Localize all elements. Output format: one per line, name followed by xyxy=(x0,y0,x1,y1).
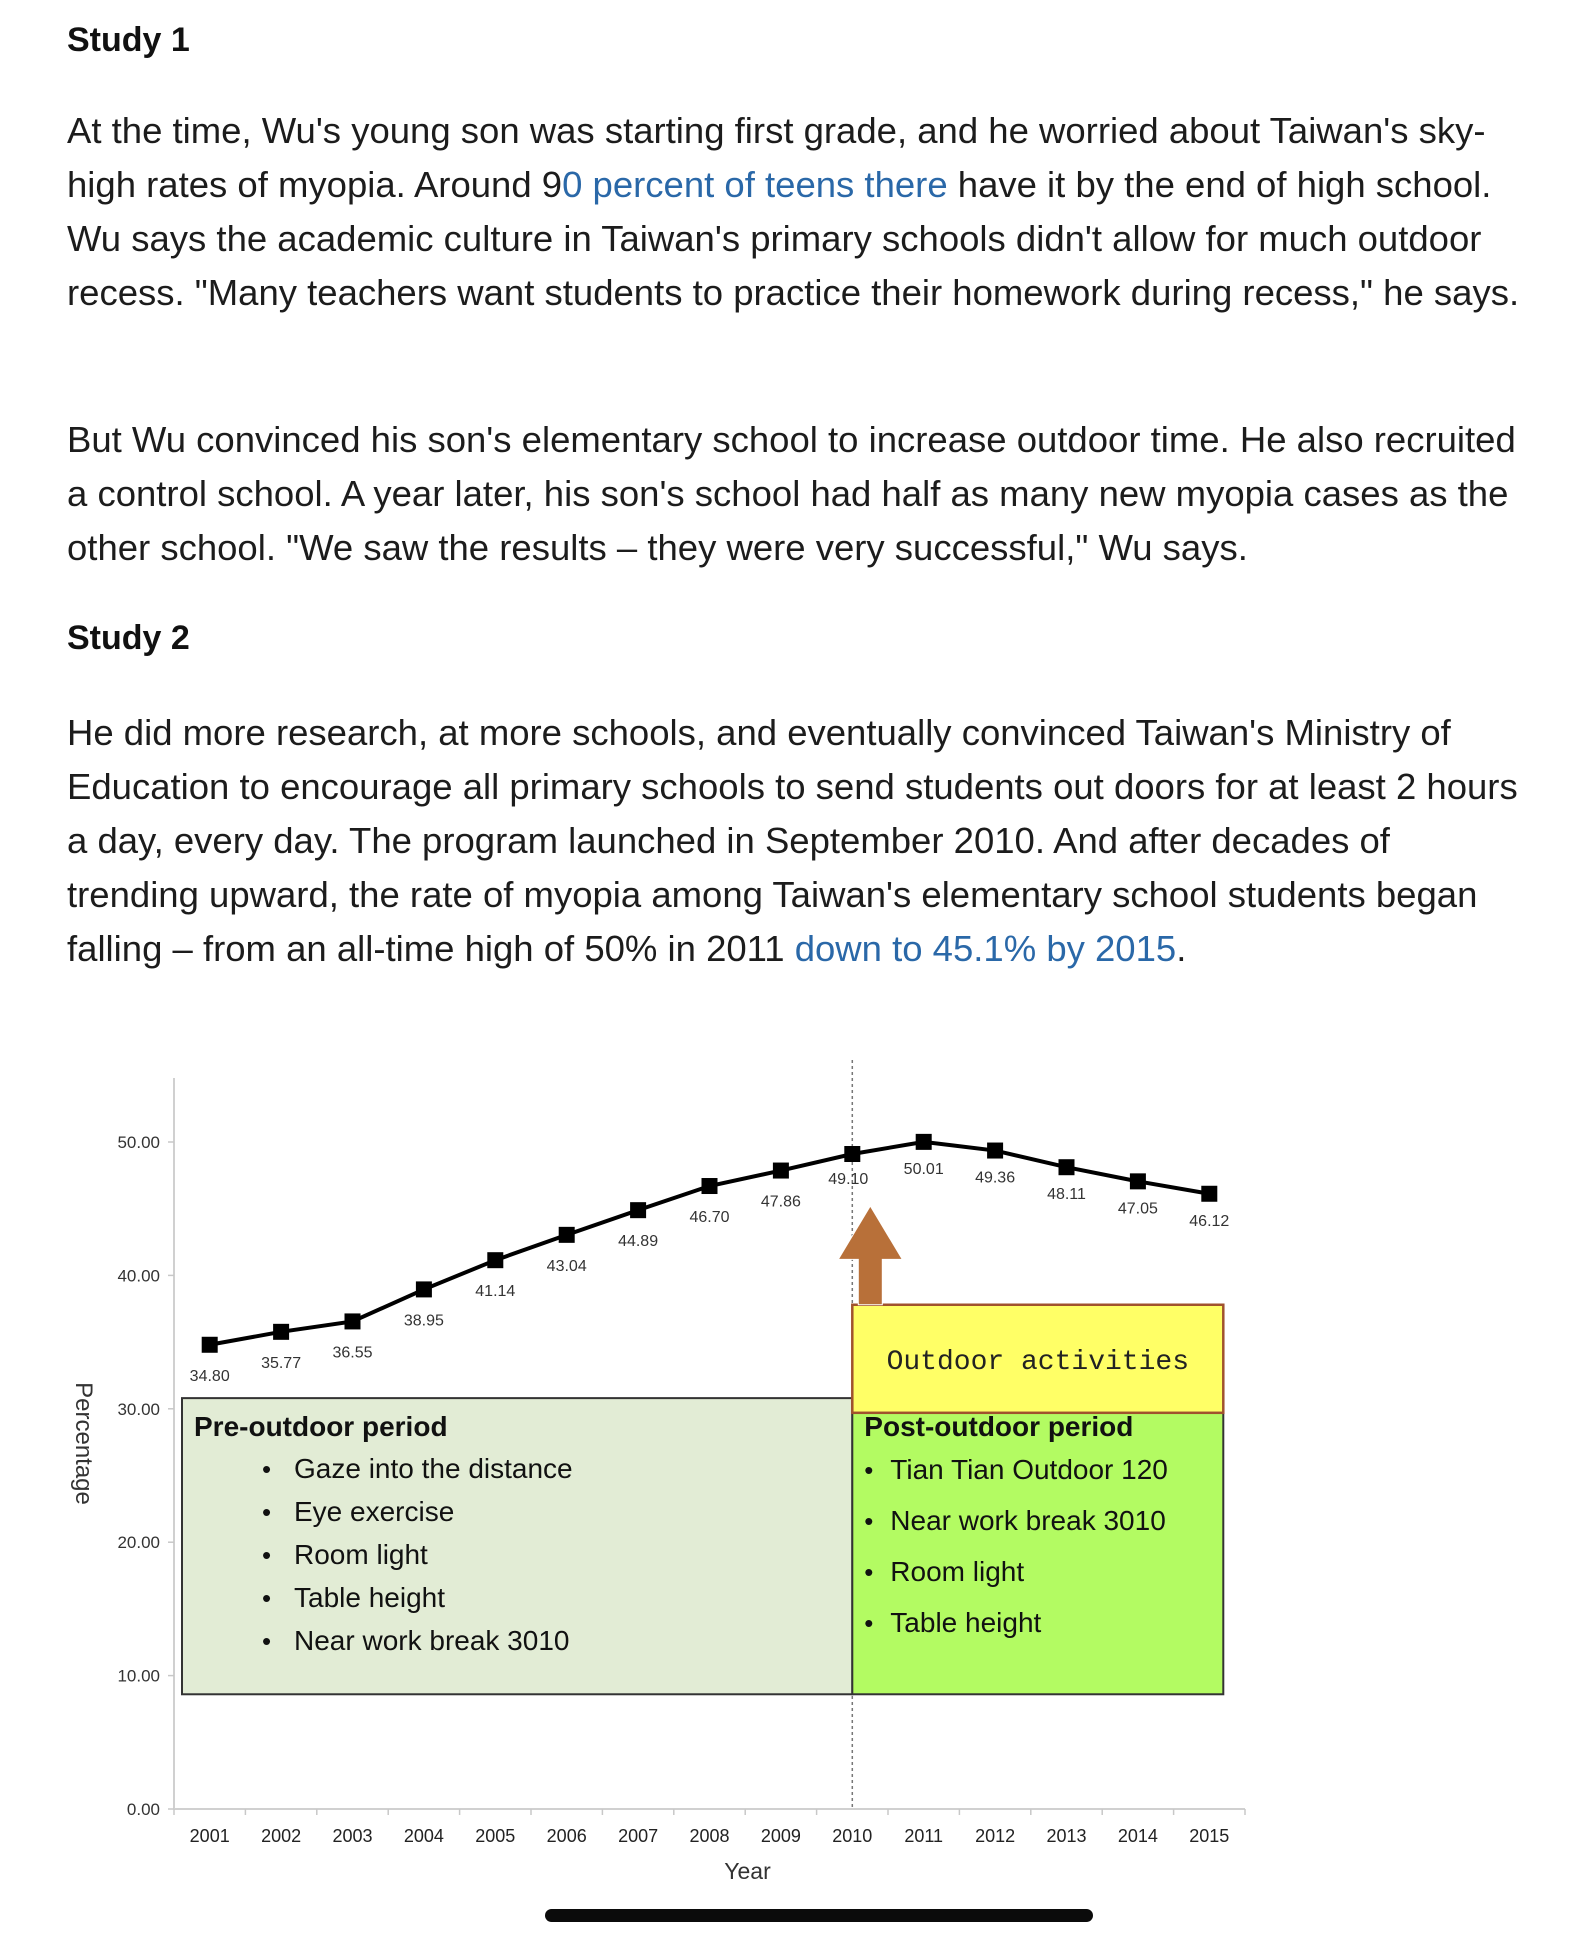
post-period-item: Near work break 3010 xyxy=(890,1505,1166,1537)
paragraph-3 xyxy=(67,706,1527,976)
pre-period-bullet: • xyxy=(262,1454,272,1485)
paragraph-1-text-start: At the time, Wu's young son was starting first grade, and he worried about Taiwan's sky-high rates of myopia. Around 9 xyxy=(67,110,1486,205)
pre-period-bullet: • xyxy=(262,1626,272,1657)
article-heading-study-1: Study 1 xyxy=(67,21,190,59)
x-axis-label: Year xyxy=(724,1858,771,1884)
data-point-marker xyxy=(345,1313,361,1329)
pre-period-bullet: • xyxy=(262,1540,272,1571)
pre-period-bullet: • xyxy=(262,1583,272,1614)
pre-period-title: Pre-outdoor period xyxy=(194,1411,448,1443)
x-tick-label: 2002 xyxy=(261,1826,302,1846)
y-tick-label: 0.00 xyxy=(126,1800,160,1819)
data-value-label: 46.70 xyxy=(689,1209,730,1227)
post-period-bullet: • xyxy=(864,1608,874,1639)
data-point-marker xyxy=(916,1134,932,1150)
data-point-marker xyxy=(773,1163,789,1179)
data-value-label: 47.05 xyxy=(1117,1200,1158,1218)
data-point-marker xyxy=(630,1202,646,1218)
data-point-marker xyxy=(273,1324,289,1340)
data-point-marker xyxy=(559,1227,575,1243)
pre-period-bullet: • xyxy=(262,1497,272,1528)
x-tick-label: 2010 xyxy=(832,1826,873,1846)
pre-period-item: Eye exercise xyxy=(294,1496,455,1528)
post-period-bullet: • xyxy=(864,1506,874,1537)
outdoor-arrow xyxy=(838,1206,902,1305)
post-period-item: Tian Tian Outdoor 120 xyxy=(890,1454,1168,1486)
paragraph-1-text-end: have it by the end of high school. Wu says the academic culture in Taiwan's primary schools didn't allow for much outdoor recess. "Many teachers want students to practice their homework during recess," he says. xyxy=(67,164,1520,313)
data-value-label: 43.04 xyxy=(546,1257,587,1275)
data-point-marker xyxy=(1059,1159,1075,1175)
myopia-rate-chart xyxy=(60,1060,1250,1920)
x-tick-label: 2007 xyxy=(618,1826,659,1846)
x-tick-label: 2012 xyxy=(975,1826,1016,1846)
x-tick-label: 2014 xyxy=(1117,1826,1158,1846)
x-tick-label: 2005 xyxy=(475,1826,516,1846)
post-period-bullet: • xyxy=(864,1557,874,1588)
pre-period-item: Table height xyxy=(294,1582,446,1614)
x-tick-label: 2013 xyxy=(1046,1826,1087,1846)
post-period-item: Room light xyxy=(890,1556,1025,1588)
post-period-bullet: • xyxy=(864,1455,874,1486)
data-value-label: 47.86 xyxy=(760,1193,801,1211)
data-point-marker xyxy=(202,1337,218,1353)
x-tick-label: 2011 xyxy=(904,1826,944,1846)
y-axis-label: Percentage xyxy=(70,1382,97,1505)
data-point-marker xyxy=(1130,1173,1146,1189)
y-tick-label: 30.00 xyxy=(117,1399,160,1419)
y-tick-label: 40.00 xyxy=(117,1266,160,1286)
outdoor-activities-label: Outdoor activities xyxy=(886,1346,1190,1378)
x-tick-label: 2008 xyxy=(689,1826,730,1846)
paragraph-2: But Wu convinced his son's elementary school to increase outdoor time. He also recruited a control school. A year later, his son's school had half as many new myopia cases as the other school. "We saw the results – they were very successful," Wu says. xyxy=(67,419,1516,568)
post-outdoor-period-box xyxy=(852,1398,1223,1694)
data-value-label: 44.89 xyxy=(618,1233,659,1251)
data-value-label: 35.77 xyxy=(261,1354,302,1372)
pre-period-item: Room light xyxy=(294,1539,428,1571)
data-value-label: 38.95 xyxy=(403,1312,444,1330)
x-tick-label: 2009 xyxy=(760,1826,801,1846)
x-tick-label: 2003 xyxy=(332,1826,373,1846)
x-tick-label: 2015 xyxy=(1189,1826,1230,1846)
data-value-label: 48.11 xyxy=(1047,1186,1086,1204)
myopia-rate-2015-link[interactable]: down to 45.1% by 2015 xyxy=(794,928,1177,969)
pre-period-item: Near work break 3010 xyxy=(294,1625,570,1657)
y-tick-label: 50.00 xyxy=(117,1133,160,1152)
data-value-label: 34.80 xyxy=(189,1367,230,1385)
data-point-marker xyxy=(487,1252,503,1268)
data-value-label: 49.36 xyxy=(975,1169,1016,1187)
paragraph-3-text-start: He did more research, at more schools, and eventually convinced Taiwan's Ministry of Education to encourage all primary schools to send students out doors for at least 2 hours a day, every day. The program launched in September 2010. And after decades of trending upward, the rate of myopia among Taiwan's elementary school students began falling – from an all-time high of 50% in 2011 xyxy=(67,712,1518,969)
y-tick-label: 10.00 xyxy=(117,1666,160,1686)
paragraph-3-text-end: . xyxy=(1176,928,1187,969)
data-point-marker xyxy=(702,1178,718,1194)
data-value-label: 41.14 xyxy=(475,1283,516,1301)
data-point-marker xyxy=(844,1146,860,1162)
pre-period-item: Gaze into the distance xyxy=(294,1453,573,1485)
data-value-label: 46.12 xyxy=(1189,1212,1230,1230)
x-tick-label: 2006 xyxy=(546,1826,587,1846)
home-indicator xyxy=(545,1909,1093,1922)
data-point-marker xyxy=(987,1143,1003,1159)
y-tick-label: 20.00 xyxy=(117,1533,160,1553)
x-tick-label: 2004 xyxy=(403,1826,444,1846)
data-point-marker xyxy=(1201,1186,1217,1202)
data-value-label: 36.55 xyxy=(332,1344,373,1362)
post-period-title: Post-outdoor period xyxy=(864,1411,1134,1443)
article-heading-study-2: Study 2 xyxy=(67,619,190,657)
data-value-label: 50.01 xyxy=(903,1160,944,1178)
data-point-marker xyxy=(416,1281,432,1297)
teens-percent-link[interactable]: 0 percent of teens there xyxy=(562,164,948,205)
data-value-label: 49.10 xyxy=(828,1171,869,1189)
x-tick-label: 2001 xyxy=(189,1826,230,1846)
post-period-item: Table height xyxy=(890,1607,1042,1639)
paragraph-1 xyxy=(67,104,1527,320)
